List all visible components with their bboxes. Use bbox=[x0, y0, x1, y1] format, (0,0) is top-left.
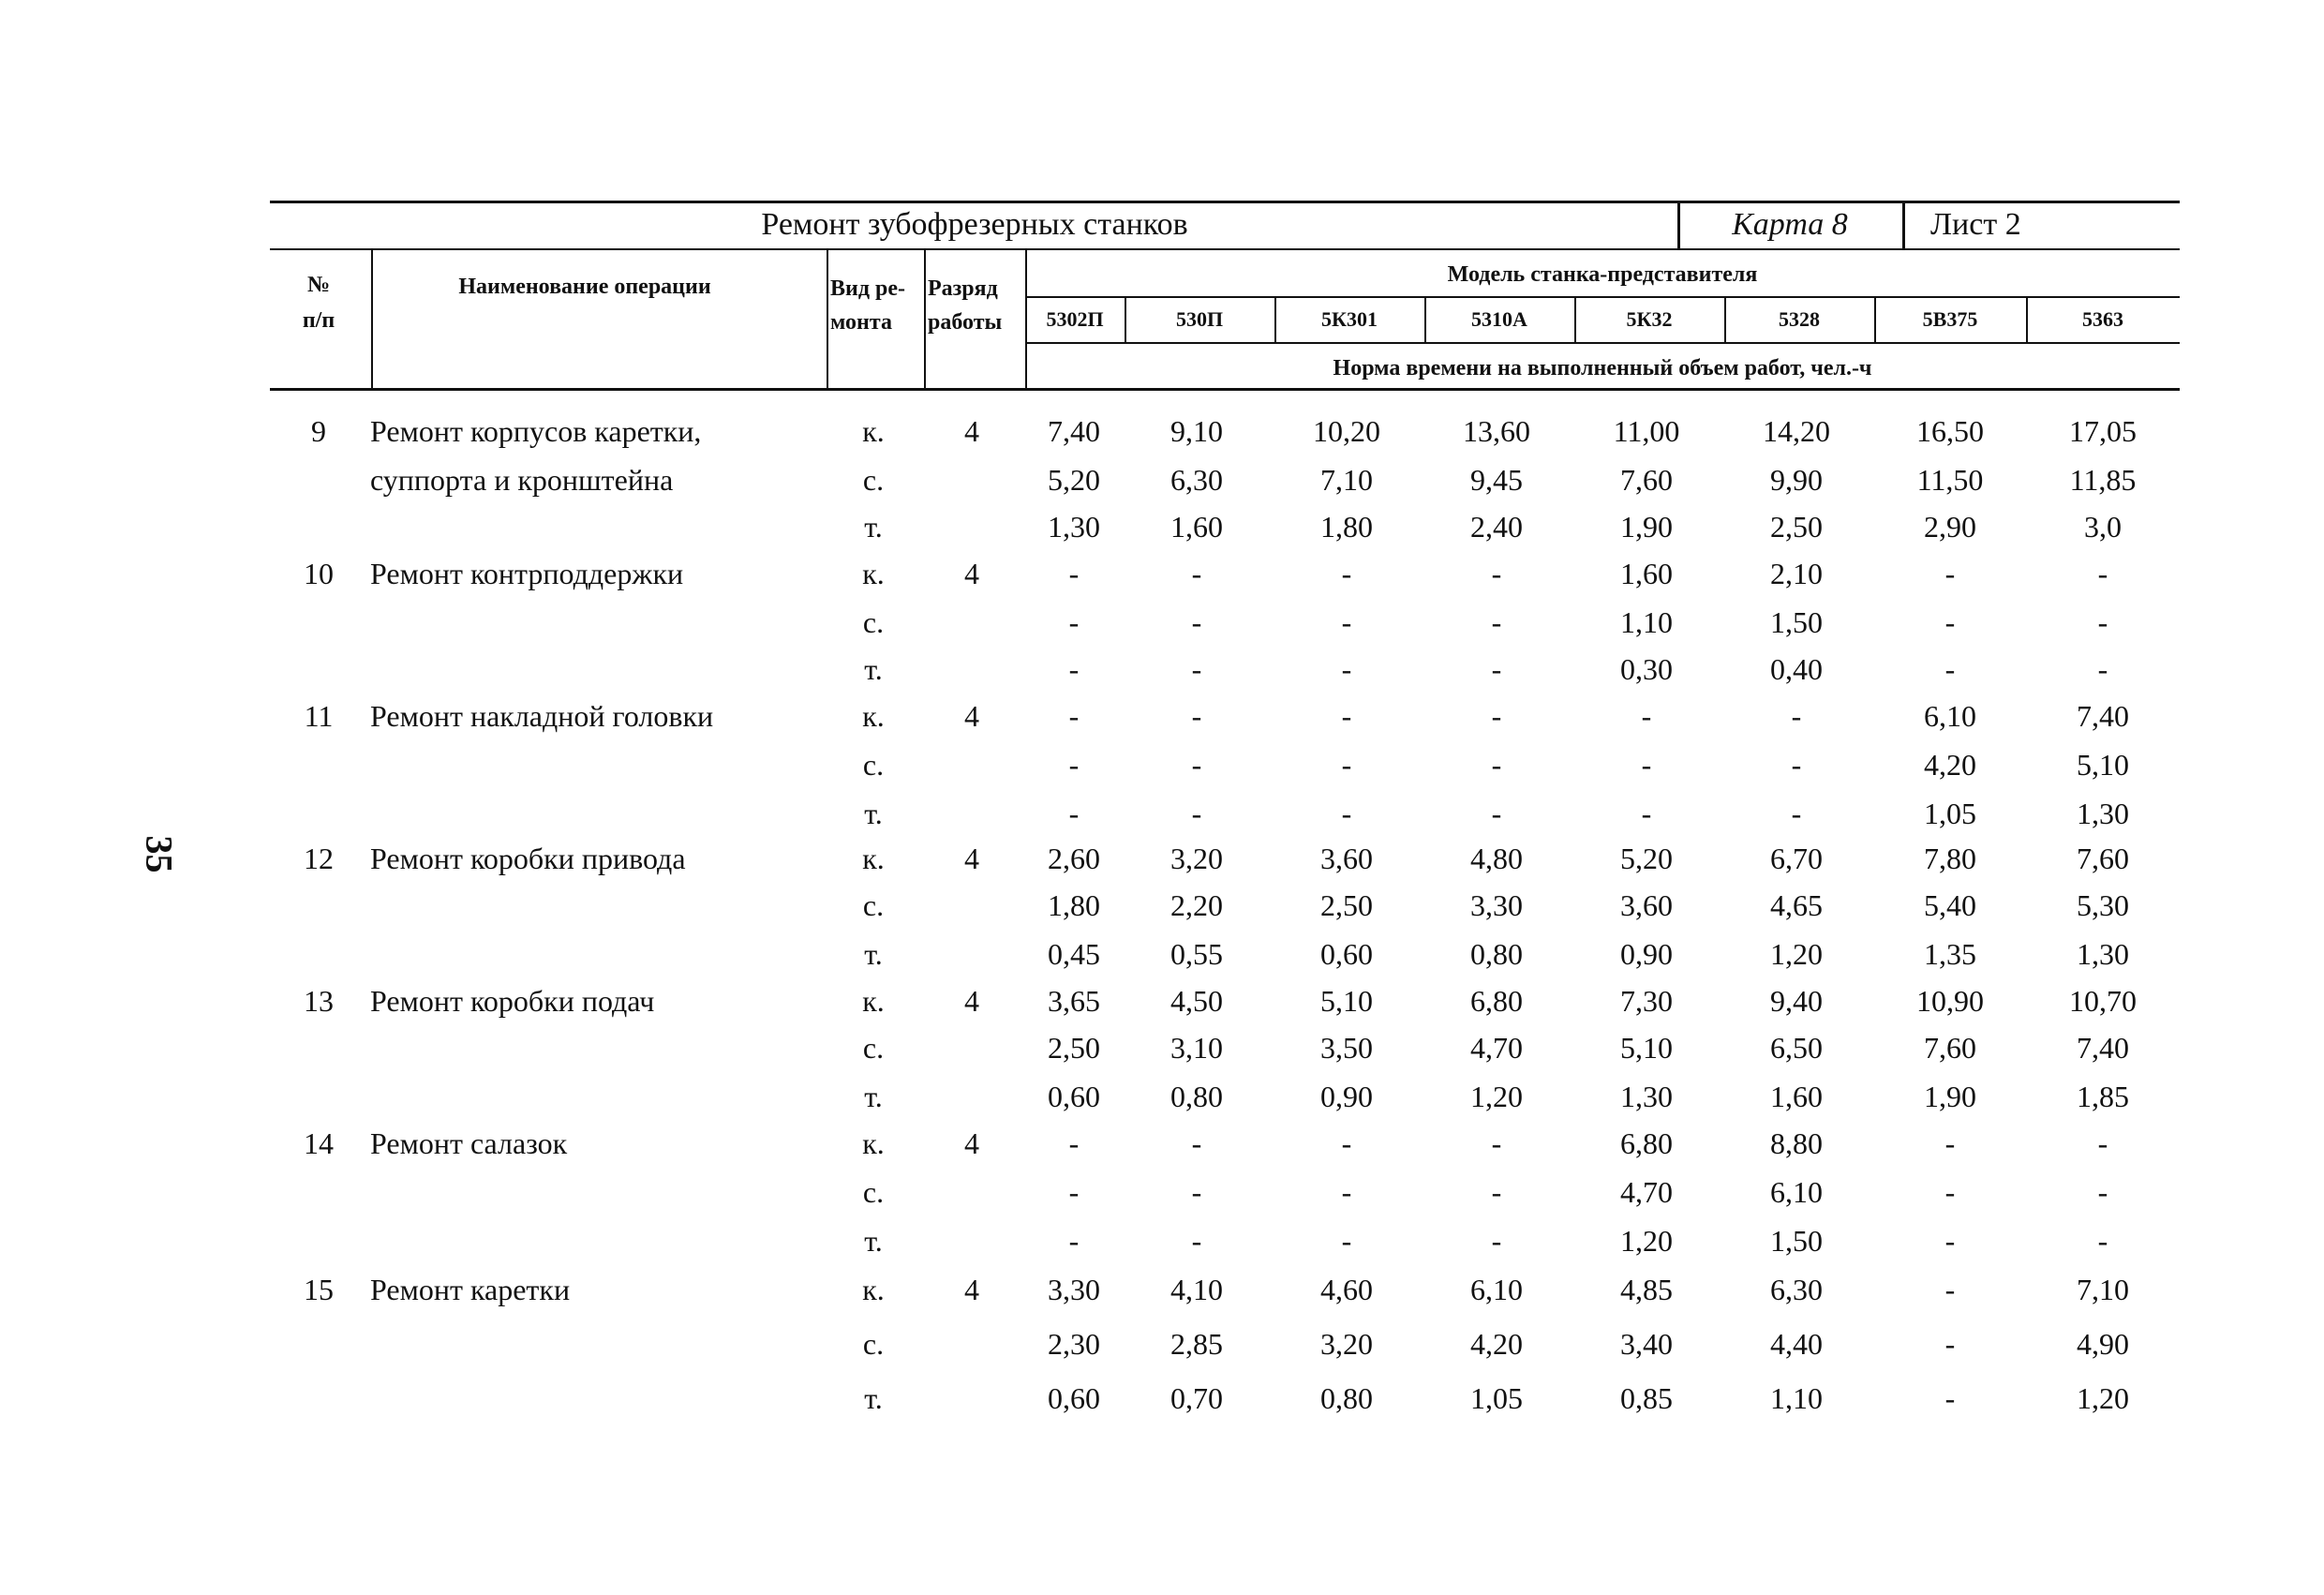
norm-value: - bbox=[1944, 1327, 1956, 1361]
title-divider-2 bbox=[1902, 201, 1905, 250]
norm-value: - bbox=[1068, 699, 1080, 733]
norm-value: 4,20 bbox=[1924, 748, 1976, 782]
model-header: 5328 bbox=[1779, 307, 1820, 331]
work-grade: 4 bbox=[964, 984, 979, 1018]
norm-value: 8,80 bbox=[1770, 1126, 1823, 1160]
norm-value: - bbox=[1641, 797, 1652, 830]
norm-value: - bbox=[1791, 699, 1802, 733]
norm-value: 3,40 bbox=[1620, 1327, 1673, 1361]
norm-value: 4,85 bbox=[1620, 1273, 1673, 1306]
col-num-line2: п/п bbox=[302, 308, 335, 333]
repair-type: т. bbox=[864, 1080, 883, 1113]
repair-type: к. bbox=[862, 557, 885, 590]
norm-value: - bbox=[1068, 652, 1080, 686]
norm-value: 5,30 bbox=[2077, 888, 2129, 922]
col-grade-line2: работы bbox=[928, 310, 1003, 335]
model-vline-6 bbox=[1874, 296, 1876, 343]
norm-value: - bbox=[1491, 557, 1502, 590]
norm-value: 9,45 bbox=[1470, 463, 1523, 497]
norm-value: 11,85 bbox=[2069, 463, 2137, 497]
top-rule bbox=[270, 201, 2180, 203]
norm-value: - bbox=[1944, 1224, 1956, 1258]
norm-value: 4,40 bbox=[1770, 1327, 1823, 1361]
work-grade: 4 bbox=[964, 699, 979, 733]
norm-value: 7,60 bbox=[1620, 463, 1673, 497]
norm-value: 1,10 bbox=[1770, 1381, 1823, 1415]
norm-value: 3,50 bbox=[1320, 1031, 1373, 1065]
norm-value: - bbox=[1491, 605, 1502, 639]
norm-value: 5,10 bbox=[2077, 748, 2129, 782]
norm-value: 0,70 bbox=[1170, 1381, 1223, 1415]
norm-value: - bbox=[1944, 557, 1956, 590]
card-label: Карта 8 bbox=[1732, 207, 1848, 242]
norm-value: - bbox=[1341, 557, 1352, 590]
norm-value: 4,90 bbox=[2077, 1327, 2129, 1361]
repair-type: к. bbox=[862, 842, 885, 875]
norm-value: 1,90 bbox=[1924, 1080, 1976, 1113]
norm-value: - bbox=[1191, 1175, 1202, 1209]
model-vline-1 bbox=[1125, 296, 1126, 343]
norm-value: - bbox=[1341, 699, 1352, 733]
repair-type: т. bbox=[864, 1224, 883, 1258]
norm-value: - bbox=[1944, 605, 1956, 639]
norm-value: 1,50 bbox=[1770, 605, 1823, 639]
norm-value: 1,60 bbox=[1770, 1080, 1823, 1113]
model-header: 5К301 bbox=[1321, 307, 1378, 331]
header-bottom-rule bbox=[270, 388, 2180, 391]
repair-type: с. bbox=[862, 748, 885, 782]
norm-value: - bbox=[1191, 1126, 1202, 1160]
norm-value: 0,90 bbox=[1620, 937, 1673, 971]
norm-value: - bbox=[1191, 1224, 1202, 1258]
operation-name: Ремонт салазок bbox=[370, 1126, 568, 1160]
norm-value: 10,70 bbox=[2069, 984, 2137, 1018]
norm-value: 3,10 bbox=[1170, 1031, 1223, 1065]
work-grade: 4 bbox=[964, 1273, 979, 1306]
operation-name: Ремонт каретки bbox=[370, 1273, 571, 1306]
norm-value: 1,80 bbox=[1320, 510, 1373, 544]
norm-value: 4,20 bbox=[1470, 1327, 1523, 1361]
repair-type: с. bbox=[862, 1175, 885, 1209]
model-header: 5В375 bbox=[1922, 307, 1978, 331]
norm-value: - bbox=[2097, 605, 2108, 639]
repair-type: к. bbox=[862, 1273, 885, 1306]
norm-value: 2,20 bbox=[1170, 888, 1223, 922]
norm-value: - bbox=[1191, 605, 1202, 639]
norm-value: 4,70 bbox=[1470, 1031, 1523, 1065]
operation-name: Ремонт коробки подач bbox=[370, 984, 655, 1018]
model-header: 5К32 bbox=[1626, 307, 1673, 331]
model-vline-4 bbox=[1574, 296, 1576, 343]
operation-name: суппорта и кронштейна bbox=[370, 463, 674, 497]
norm-value: - bbox=[1491, 748, 1502, 782]
norm-value: - bbox=[1068, 557, 1080, 590]
norm-value: - bbox=[2097, 1126, 2108, 1160]
model-header: 5363 bbox=[2082, 307, 2123, 331]
norm-value: 3,20 bbox=[1320, 1327, 1373, 1361]
norm-value: - bbox=[2097, 1224, 2108, 1258]
norm-value: 0,45 bbox=[1048, 937, 1100, 971]
norm-value: 6,10 bbox=[1924, 699, 1976, 733]
norm-value: 4,50 bbox=[1170, 984, 1223, 1018]
norm-value: 0,30 bbox=[1620, 652, 1673, 686]
model-group-rule bbox=[1025, 296, 2180, 298]
operation-name: Ремонт накладной головки bbox=[370, 699, 714, 733]
norm-value: 7,60 bbox=[1924, 1031, 1976, 1065]
norm-value: 1,60 bbox=[1620, 557, 1673, 590]
model-header: 530П bbox=[1175, 307, 1224, 331]
norm-value: - bbox=[1191, 699, 1202, 733]
norm-value: 1,20 bbox=[1770, 937, 1823, 971]
norm-value: - bbox=[1068, 797, 1080, 830]
norm-value: 4,65 bbox=[1770, 888, 1823, 922]
norm-value: - bbox=[1944, 652, 1956, 686]
norm-value: 0,85 bbox=[1620, 1381, 1673, 1415]
norm-value: 9,40 bbox=[1770, 984, 1823, 1018]
norm-value: - bbox=[1068, 1175, 1080, 1209]
norm-value: - bbox=[1491, 652, 1502, 686]
norm-value: 11,00 bbox=[1613, 414, 1680, 448]
repair-type: т. bbox=[864, 652, 883, 686]
norm-value: - bbox=[2097, 652, 2108, 686]
norm-value: 13,60 bbox=[1463, 414, 1530, 448]
norm-value: 7,80 bbox=[1924, 842, 1976, 875]
norm-value: 7,40 bbox=[2077, 1031, 2129, 1065]
norm-value: 1,20 bbox=[1620, 1224, 1673, 1258]
repair-type: к. bbox=[862, 414, 885, 448]
norm-value: 9,90 bbox=[1770, 463, 1823, 497]
norm-value: 5,10 bbox=[1320, 984, 1373, 1018]
repair-type: к. bbox=[862, 984, 885, 1018]
model-vline-5 bbox=[1724, 296, 1726, 343]
norm-value: 3,30 bbox=[1470, 888, 1523, 922]
repair-type: с. bbox=[862, 1031, 885, 1065]
norm-value: 10,20 bbox=[1313, 414, 1380, 448]
norm-value: 3,0 bbox=[2084, 510, 2122, 544]
repair-type: т. bbox=[864, 797, 883, 830]
model-vline-3 bbox=[1424, 296, 1426, 343]
norm-value: 3,60 bbox=[1620, 888, 1673, 922]
norm-value: 6,50 bbox=[1770, 1031, 1823, 1065]
norm-value: 17,05 bbox=[2069, 414, 2137, 448]
norm-value: 0,55 bbox=[1170, 937, 1223, 971]
norm-value: - bbox=[1068, 605, 1080, 639]
norm-value: 4,60 bbox=[1320, 1273, 1373, 1306]
norm-value: 11,50 bbox=[1916, 463, 1984, 497]
work-grade: 4 bbox=[964, 414, 979, 448]
norm-value: - bbox=[1491, 1224, 1502, 1258]
header-vline-2 bbox=[827, 249, 828, 390]
norm-value: 7,30 bbox=[1620, 984, 1673, 1018]
norm-value: 0,60 bbox=[1048, 1381, 1100, 1415]
norm-value: - bbox=[1068, 1126, 1080, 1160]
norm-value: - bbox=[1341, 1175, 1352, 1209]
col-repair-type-line1: Вид ре- bbox=[830, 276, 905, 301]
norm-value: 6,70 bbox=[1770, 842, 1823, 875]
norm-value: 2,30 bbox=[1048, 1327, 1100, 1361]
norm-value: 2,85 bbox=[1170, 1327, 1223, 1361]
norm-value: 6,10 bbox=[1770, 1175, 1823, 1209]
model-header: 5302П bbox=[1046, 307, 1104, 331]
col-grade-line1: Разряд bbox=[928, 276, 998, 301]
work-grade: 4 bbox=[964, 1126, 979, 1160]
norm-value: 6,80 bbox=[1470, 984, 1523, 1018]
sheet-label: Лист 2 bbox=[1930, 207, 2021, 242]
model-vline-7 bbox=[2026, 296, 2028, 343]
norm-value: 14,20 bbox=[1763, 414, 1830, 448]
norm-value: 7,40 bbox=[1048, 414, 1100, 448]
norm-value: 1,60 bbox=[1170, 510, 1223, 544]
norm-value: 1,30 bbox=[2077, 937, 2129, 971]
norm-value: 2,50 bbox=[1770, 510, 1823, 544]
title-bottom-rule bbox=[270, 248, 2180, 250]
norm-caption: Норма времени на выполненный объем работ, чел.-ч bbox=[1333, 356, 1872, 380]
norm-value: 3,30 bbox=[1048, 1273, 1100, 1306]
work-grade: 4 bbox=[964, 842, 979, 875]
norm-value: - bbox=[1191, 797, 1202, 830]
norm-value: 2,10 bbox=[1770, 557, 1823, 590]
norm-value: - bbox=[1341, 652, 1352, 686]
norm-value: 7,10 bbox=[1320, 463, 1373, 497]
norm-value: - bbox=[2097, 1175, 2108, 1209]
norm-value: - bbox=[1068, 748, 1080, 782]
norm-value: - bbox=[1341, 1224, 1352, 1258]
norm-value: - bbox=[1491, 1126, 1502, 1160]
repair-type: к. bbox=[862, 699, 885, 733]
norm-value: 6,30 bbox=[1770, 1273, 1823, 1306]
norm-value: 1,20 bbox=[1470, 1080, 1523, 1113]
norm-value: - bbox=[1068, 1224, 1080, 1258]
row-number: 13 bbox=[304, 984, 334, 1018]
repair-type: т. bbox=[864, 510, 883, 544]
norm-value: - bbox=[1791, 797, 1802, 830]
norm-value: 5,10 bbox=[1620, 1031, 1673, 1065]
norm-value: - bbox=[1944, 1273, 1956, 1306]
norm-value: 4,70 bbox=[1620, 1175, 1673, 1209]
row-number: 15 bbox=[304, 1273, 334, 1306]
work-grade: 4 bbox=[964, 557, 979, 590]
col-repair-type-line2: монта bbox=[830, 310, 892, 335]
norm-value: - bbox=[1191, 557, 1202, 590]
model-row-rule bbox=[1025, 342, 2180, 344]
norm-value: - bbox=[1944, 1175, 1956, 1209]
norm-value: 0,80 bbox=[1320, 1381, 1373, 1415]
norm-value: 5,20 bbox=[1620, 842, 1673, 875]
norm-value: 1,30 bbox=[1620, 1080, 1673, 1113]
norm-value: 5,20 bbox=[1048, 463, 1100, 497]
norm-value: 2,40 bbox=[1470, 510, 1523, 544]
norm-value: 2,50 bbox=[1048, 1031, 1100, 1065]
norm-value: - bbox=[1191, 652, 1202, 686]
norm-value: - bbox=[2097, 557, 2108, 590]
norm-value: 1,20 bbox=[2077, 1381, 2129, 1415]
model-header: 5310А bbox=[1471, 307, 1527, 331]
norm-value: 0,80 bbox=[1170, 1080, 1223, 1113]
norm-value: 7,40 bbox=[2077, 699, 2129, 733]
row-number: 12 bbox=[304, 842, 334, 875]
norm-value: - bbox=[1491, 1175, 1502, 1209]
norm-value: 16,50 bbox=[1916, 414, 1984, 448]
norm-value: 2,90 bbox=[1924, 510, 1976, 544]
col-num-line1: № bbox=[306, 273, 331, 297]
norm-value: 0,80 bbox=[1470, 937, 1523, 971]
norm-value: 1,30 bbox=[2077, 797, 2129, 830]
row-number: 10 bbox=[304, 557, 334, 590]
norm-value: 3,65 bbox=[1048, 984, 1100, 1018]
header-vline-1 bbox=[371, 249, 373, 390]
norm-value: 1,05 bbox=[1470, 1381, 1523, 1415]
header-vline-3 bbox=[924, 249, 926, 390]
norm-value: 3,20 bbox=[1170, 842, 1223, 875]
repair-type: с. bbox=[862, 888, 885, 922]
title-divider-1 bbox=[1677, 201, 1680, 250]
norm-value: 10,90 bbox=[1916, 984, 1984, 1018]
repair-type: с. bbox=[862, 605, 885, 639]
row-number: 11 bbox=[304, 699, 334, 733]
norm-value: - bbox=[1191, 748, 1202, 782]
norm-value: - bbox=[1341, 748, 1352, 782]
row-number: 14 bbox=[304, 1126, 334, 1160]
norm-value: - bbox=[1641, 699, 1652, 733]
norm-value: 0,40 bbox=[1770, 652, 1823, 686]
norm-value: 2,50 bbox=[1320, 888, 1373, 922]
norm-value: 1,85 bbox=[2077, 1080, 2129, 1113]
norm-value: 7,60 bbox=[2077, 842, 2129, 875]
header-vline-4 bbox=[1025, 249, 1027, 390]
row-number: 9 bbox=[311, 414, 326, 448]
repair-type: т. bbox=[864, 937, 883, 971]
repair-type: т. bbox=[864, 1381, 883, 1415]
operation-name: Ремонт корпусов каретки, bbox=[370, 414, 702, 448]
page-number: 35 bbox=[138, 835, 181, 873]
model-vline-2 bbox=[1274, 296, 1276, 343]
norm-value: - bbox=[1944, 1126, 1956, 1160]
norm-value: 2,60 bbox=[1048, 842, 1100, 875]
norm-value: 7,10 bbox=[2077, 1273, 2129, 1306]
norm-value: 6,30 bbox=[1170, 463, 1223, 497]
col-operation: Наименование операции bbox=[458, 275, 711, 299]
norm-value: - bbox=[1641, 748, 1652, 782]
norm-value: - bbox=[1944, 1381, 1956, 1415]
norm-value: - bbox=[1341, 1126, 1352, 1160]
repair-type: с. bbox=[862, 463, 885, 497]
operation-name: Ремонт контрподдержки bbox=[370, 557, 684, 590]
norm-value: - bbox=[1491, 699, 1502, 733]
norm-value: 1,05 bbox=[1924, 797, 1976, 830]
norm-value: 0,60 bbox=[1048, 1080, 1100, 1113]
norm-value: 6,10 bbox=[1470, 1273, 1523, 1306]
norm-value: 1,10 bbox=[1620, 605, 1673, 639]
col-model-group: Модель станка-представителя bbox=[1447, 262, 1758, 287]
norm-value: 1,50 bbox=[1770, 1224, 1823, 1258]
norm-value: 3,60 bbox=[1320, 842, 1373, 875]
norm-value: 1,90 bbox=[1620, 510, 1673, 544]
norm-value: 5,40 bbox=[1924, 888, 1976, 922]
repair-type: к. bbox=[862, 1126, 885, 1160]
norm-value: 4,10 bbox=[1170, 1273, 1223, 1306]
norm-value: - bbox=[1341, 797, 1352, 830]
norm-value: 1,35 bbox=[1924, 937, 1976, 971]
norm-value: 1,30 bbox=[1048, 510, 1100, 544]
norm-value: 0,60 bbox=[1320, 937, 1373, 971]
norm-value: 0,90 bbox=[1320, 1080, 1373, 1113]
norm-value: 4,80 bbox=[1470, 842, 1523, 875]
repair-type: с. bbox=[862, 1327, 885, 1361]
norm-value: 6,80 bbox=[1620, 1126, 1673, 1160]
norm-value: - bbox=[1791, 748, 1802, 782]
norm-value: 9,10 bbox=[1170, 414, 1223, 448]
norm-value: 1,80 bbox=[1048, 888, 1100, 922]
operation-name: Ремонт коробки привода bbox=[370, 842, 686, 875]
norm-value: - bbox=[1491, 797, 1502, 830]
page-title: Ремонт зубофрезерных станков bbox=[761, 207, 1188, 242]
norm-value: - bbox=[1341, 605, 1352, 639]
